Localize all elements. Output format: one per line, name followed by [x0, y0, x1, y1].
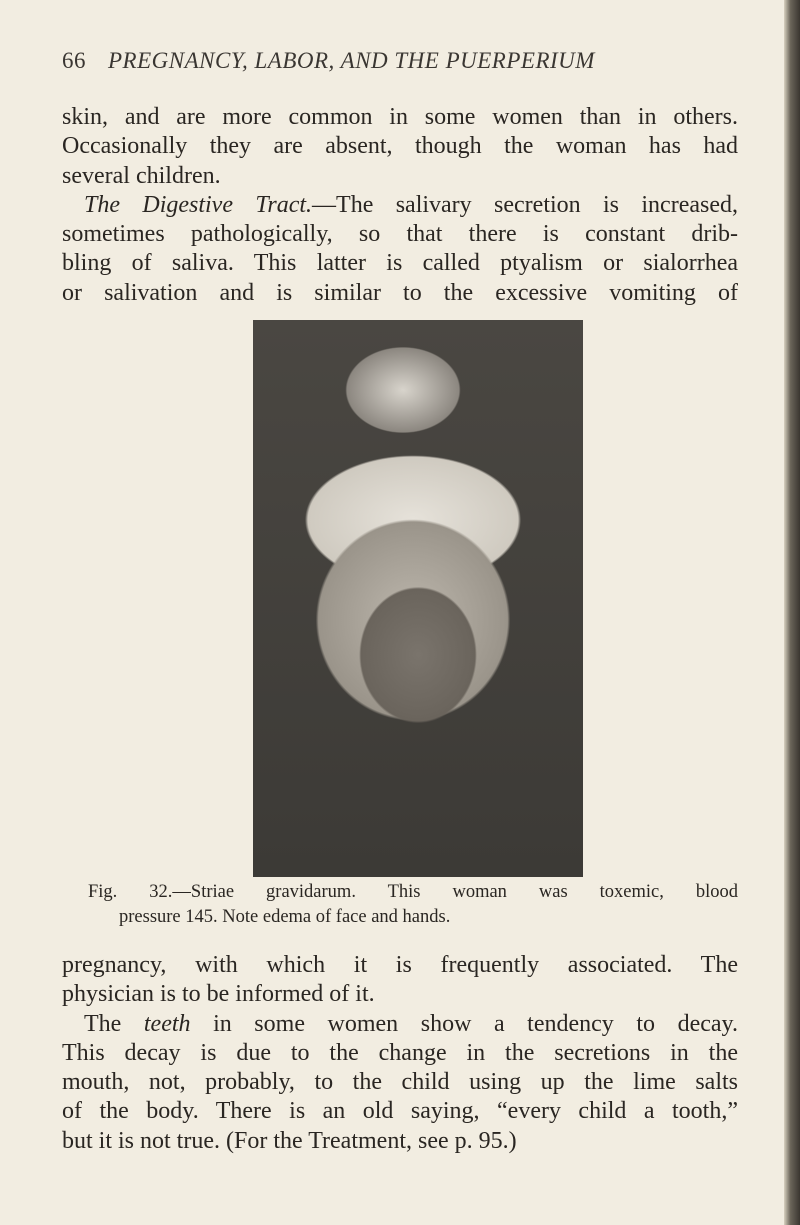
text-line: sometimes pathologically, so that there is constant drib-: [62, 221, 738, 248]
caption-line: Fig. 32.—Striae gravidarum. This woman was toxemic, blood: [88, 882, 738, 902]
text-line: skin, and are more common in some women than in others.: [62, 104, 738, 130]
text-line: bling of saliva. This latter is called ptyalism or sialorrhea: [62, 250, 738, 277]
text-line: physician is to be informed of it.: [62, 981, 375, 1008]
text-line: but it is not true. (For the Treatment, see p. 95.): [62, 1127, 517, 1154]
bottom-paragraphs: [62, 951, 738, 1156]
caption-line: pressure 145. Note edema of face and hands.: [119, 907, 451, 927]
top-paragraphs: [62, 103, 738, 308]
text-span: The: [84, 1010, 144, 1037]
emphasis-teeth: teeth: [143, 1010, 191, 1037]
text-line: or salivation and is similar to the excessive vomiting of: [62, 279, 738, 306]
figure-photograph: [253, 320, 583, 877]
section-heading-digestive: The Digestive Tract.: [84, 191, 313, 218]
page-number: 66: [62, 48, 86, 73]
text-line: [62, 1010, 738, 1039]
text-line: mouth, not, probably, to the child using up the lime salts: [62, 1069, 738, 1096]
figure-caption: [88, 880, 738, 930]
text-line: several children.: [62, 162, 221, 189]
text-line: [62, 191, 738, 220]
book-edge: [784, 0, 800, 1225]
text-line: pregnancy, with which it is frequently associated. The: [62, 952, 738, 978]
text-line: This decay is due to the change in the secretions in the: [62, 1039, 738, 1066]
running-title: PREGNANCY, LABOR, AND THE PUERPERIUM: [108, 48, 595, 73]
running-header: [62, 48, 595, 74]
text-span: in some women show a tendency to decay.: [190, 1010, 738, 1037]
text-line: Occasionally they are absent, though the woman has had: [62, 133, 738, 160]
text-line: of the body. There is an old saying, “every child a tooth,”: [62, 1098, 738, 1125]
text-span: —The salivary secretion is increased,: [312, 191, 738, 218]
